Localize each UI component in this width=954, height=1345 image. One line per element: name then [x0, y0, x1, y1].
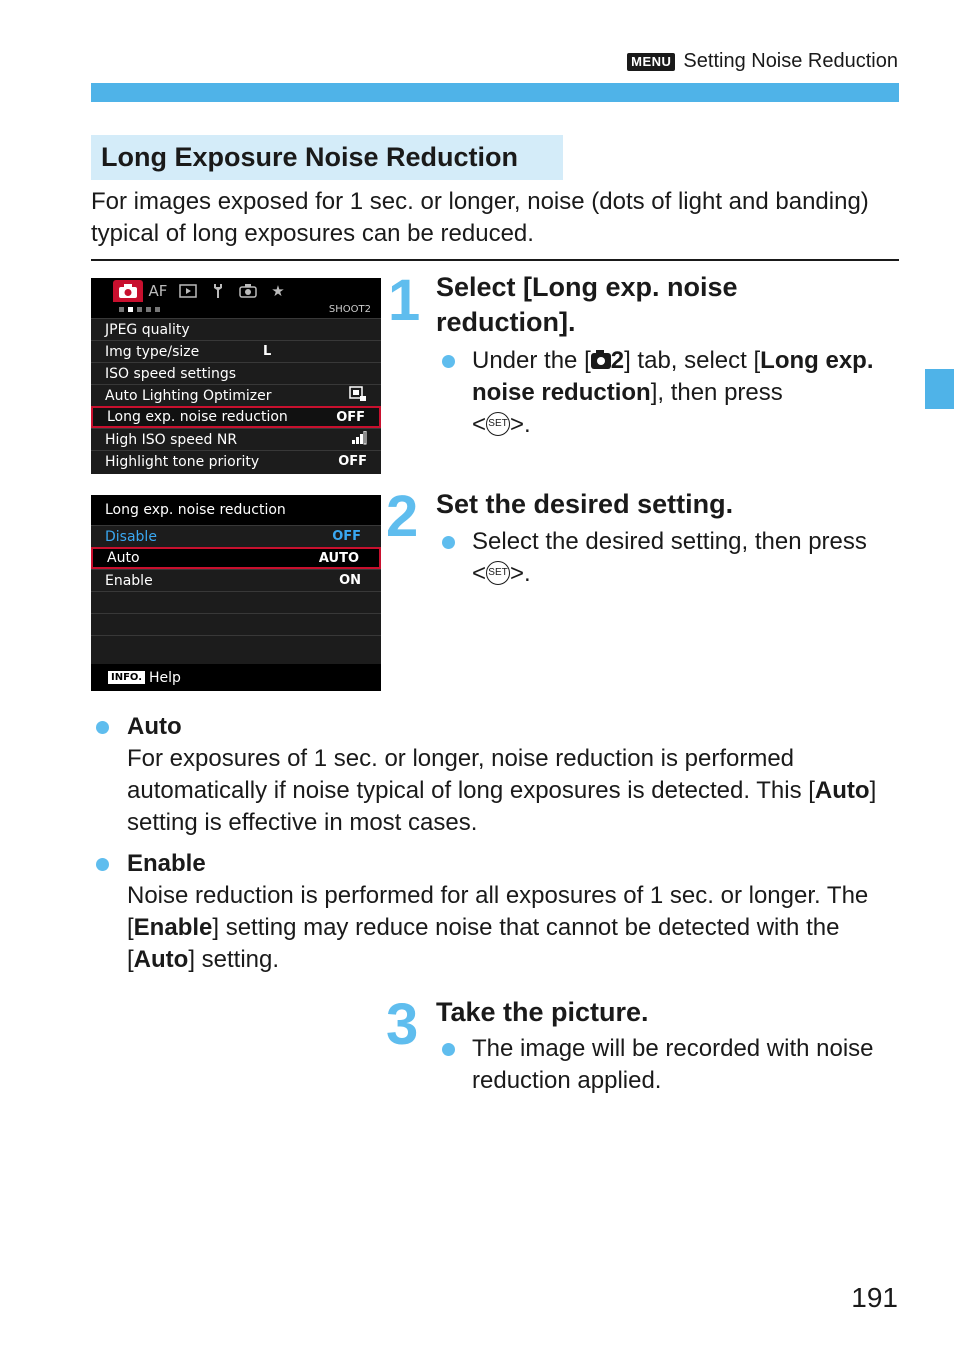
divider [91, 259, 899, 261]
set-button-icon: SET [486, 561, 510, 585]
set-button-icon: SET [486, 412, 510, 436]
step-1-bullet: Under the [ 2] tab, select [Long exp. noise reduction], then press < SET>. [442, 345, 894, 441]
menu-row-highlight-tone[interactable]: Highlight tone priority OFF [91, 450, 381, 472]
menu-icon: MENU [627, 53, 675, 71]
bullet-icon [96, 858, 109, 871]
running-title: Setting Noise Reduction [683, 50, 898, 72]
menu-row-jpeg-quality[interactable]: JPEG quality [91, 318, 381, 340]
bullet-icon [442, 1043, 455, 1056]
option-enable[interactable]: Enable ON [91, 569, 381, 591]
step-3-number: 3 [386, 992, 419, 1057]
step-2-bullet: Select the desired setting, then press < SET>. [442, 526, 897, 590]
info-button-icon: INFO. [108, 671, 145, 684]
step-2-number: 2 [386, 484, 419, 549]
step-2-title: Set the desired setting. [436, 489, 734, 519]
screen-title: Long exp. noise reduction [91, 495, 381, 525]
help-label: Help [149, 669, 181, 686]
menu-row-img-type[interactable]: Img type/size L [91, 340, 381, 362]
option-enable-description: Enable Noise reduction is performed for all exposures of 1 sec. or longer. The [Enable] setting may reduce noise that cannot be detected with the [Auto] setting. [96, 848, 900, 976]
menu-row-iso-speed[interactable]: ISO speed settings [91, 362, 381, 384]
tab-af: AF [148, 282, 168, 300]
bullet-icon [442, 355, 455, 368]
menu-screen-shoot2 [91, 278, 381, 474]
chapter-tab [925, 369, 954, 409]
star-icon: ★ [271, 282, 285, 300]
menu-row-high-iso-nr[interactable]: High ISO speed NR [91, 428, 381, 450]
step-1-title: Select [Long exp. noise reduction]. [436, 272, 738, 337]
alo-icon [349, 386, 367, 406]
wrench-icon [203, 280, 233, 302]
menu-row-auto-lighting[interactable]: Auto Lighting Optimizer [91, 384, 381, 406]
help-footer [91, 664, 381, 691]
header-bar [91, 83, 899, 102]
camera-icon [113, 280, 143, 302]
menu-tab-bar [91, 278, 381, 304]
step-3-bullet: The image will be recorded with noise reduction applied. [442, 1033, 897, 1097]
running-header [627, 50, 898, 73]
play-icon [173, 280, 203, 302]
option-disable[interactable]: Disable OFF [91, 525, 381, 547]
shoot-page-label: SHOOT2 [328, 304, 371, 315]
bullet-icon [442, 536, 455, 549]
bullet-icon [96, 721, 109, 734]
tab-page-indicator [91, 304, 381, 318]
camera-icon [591, 353, 611, 369]
option-auto[interactable]: Auto AUTO [91, 547, 381, 569]
section-title: Long Exposure Noise Reduction [91, 135, 563, 180]
long-exp-nr-screen [91, 495, 381, 691]
nr-level-icon [351, 431, 367, 449]
intro-paragraph: For images exposed for 1 sec. or longer, noise (dots of light and banding) typical of long exposures can be reduced. [91, 188, 869, 247]
page-number: 191 [851, 1282, 898, 1313]
step-3-title: Take the picture. [436, 997, 649, 1027]
step-1-number: 1 [388, 268, 421, 333]
menu-row-long-exp-nr[interactable]: Long exp. noise reduction OFF [91, 406, 381, 428]
custom-camera-icon [233, 280, 263, 302]
option-auto-description: Auto For exposures of 1 sec. or longer, noise reduction is performed automatically if noise typical of long exposures is detected. This [Auto] setting is effective in most cases. [96, 711, 900, 839]
